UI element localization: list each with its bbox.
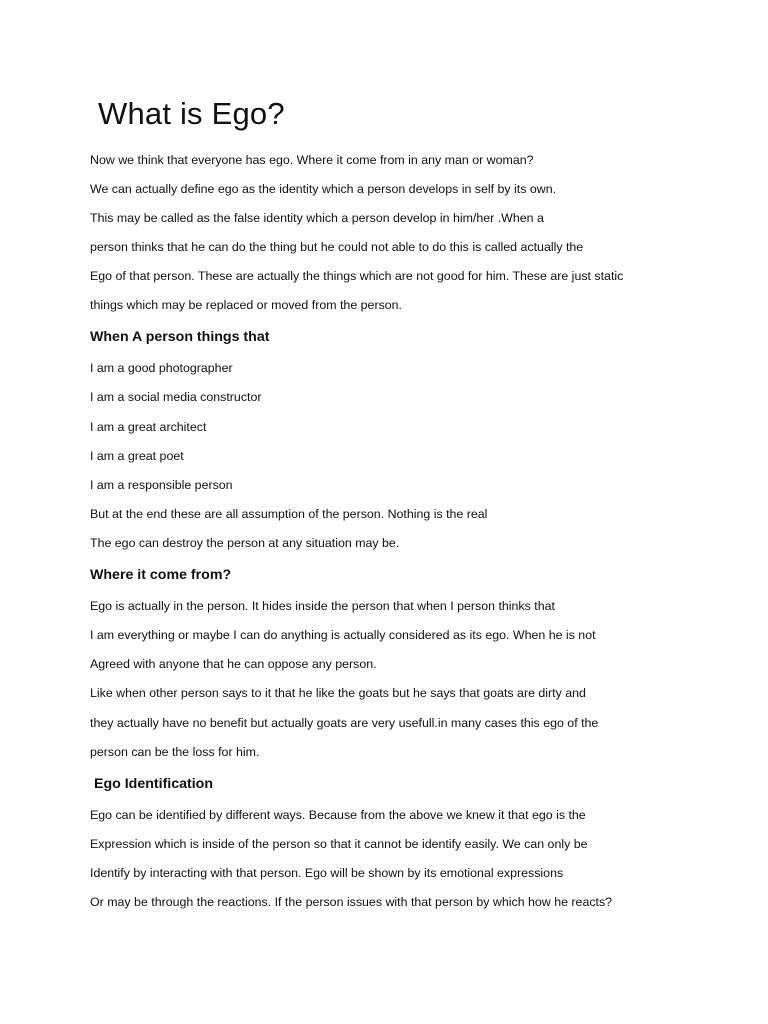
- intro-line: This may be called as the false identity which a person develop in him/her .When a: [90, 211, 544, 225]
- list-item: I am a good photographer: [90, 361, 233, 375]
- body-line: But at the end these are all assumption of the person. Nothing is the real: [90, 507, 488, 521]
- body-line: Like when other person says to it that he like the goats but he says that goats are dirty and: [90, 686, 586, 700]
- intro-line: Now we think that everyone has ego. Where it come from in any man or woman?: [90, 153, 534, 167]
- list-item: I am a social media constructor: [90, 390, 262, 404]
- body-line: The ego can destroy the person at any situation may be.: [90, 536, 400, 550]
- body-line: Ego can be identified by different ways. Because from the above we knew it that ego is the: [90, 808, 586, 822]
- body-line: Ego is actually in the person. It hides inside the person that when I person thinks that: [90, 599, 555, 613]
- body-line: they actually have no benefit but actually goats are very usefull.in many cases this ego of the: [90, 716, 599, 730]
- body-line: person can be the loss for him.: [90, 745, 260, 759]
- intro-line: Ego of that person. These are actually the things which are not good for him. These are just static: [90, 269, 624, 283]
- section-heading: Ego Identification: [94, 776, 214, 792]
- body-line: Or may be through the reactions. If the person issues with that person by which how he reacts?: [90, 895, 613, 909]
- intro-line: things which may be replaced or moved from the person.: [90, 298, 402, 312]
- body-line: Identify by interacting with that person. Ego will be shown by its emotional expressions: [90, 866, 564, 880]
- body-line: I am everything or maybe I can do anything is actually considered as its ego. When he is not: [90, 628, 596, 642]
- section-heading: When A person things that: [90, 329, 270, 345]
- body-line: Expression which is inside of the person so that it cannot be identify easily. We can only be: [90, 837, 588, 851]
- list-item: I am a great poet: [90, 449, 184, 463]
- list-item: I am a great architect: [90, 420, 207, 434]
- section-heading: Where it come from?: [90, 567, 232, 583]
- list-item: I am a responsible person: [90, 478, 233, 492]
- page-title: What is Ego?: [98, 96, 285, 131]
- body-line: Agreed with anyone that he can oppose any person.: [90, 657, 377, 671]
- intro-line: We can actually define ego as the identity which a person develops in self by its own.: [90, 182, 557, 196]
- intro-line: person thinks that he can do the thing but he could not able to do this is called actually the: [90, 240, 584, 254]
